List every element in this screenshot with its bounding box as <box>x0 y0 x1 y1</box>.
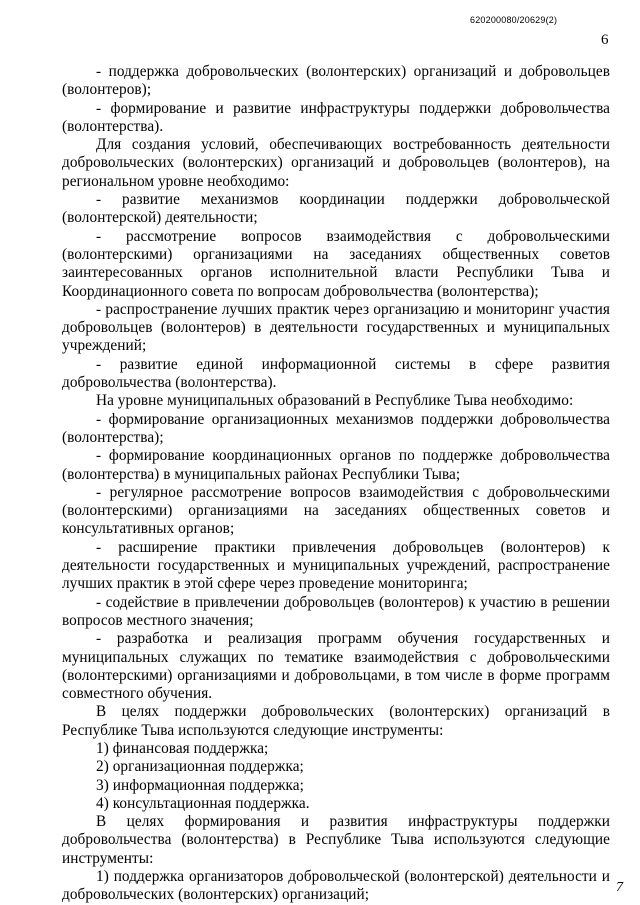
list-item: 4) консультационная поддержка. <box>96 794 310 812</box>
paragraph: - поддержка добровольческих (волонтерских) организаций и добровольцев (волонтеров); <box>62 63 610 99</box>
paragraph: - развитие механизмов координации поддержки добровольческой (волонтерской) деятельности; <box>62 191 610 227</box>
document-code: 620200080/20629(2) <box>470 15 558 25</box>
list-item: 3) информационная поддержка; <box>96 776 304 794</box>
paragraph: - распространение лучших практик через организацию и мониторинг участия добровольцев (волонтеров) в деятельности государственных и муниципальных учреждений; <box>62 300 610 355</box>
paragraph: - содействие в привлечении добровольцев (волонтеров) к участию в решении вопросов местного значения; <box>62 593 610 629</box>
list-item: 1) поддержка организаторов добровольческой (волонтерской) деятельности и добровольческих (волонтерских) организаций; <box>62 868 610 904</box>
paragraph: - развитие единой информационной системы в сфере развития добровольчества (волонтерства). <box>62 355 610 392</box>
page-number: 6 <box>601 32 609 48</box>
list-item: 1) финансовая поддержка; <box>96 739 269 757</box>
paragraph: В целях поддержки добровольческих (волонтерских) организаций в Республике Тыва используются следующие инструменты: <box>62 703 610 739</box>
paragraph: Для создания условий, обеспечивающих востребованность деятельности добровольческих (волонтерских) организаций и добровольцев (волонтеров), на региональном уровне необходимо: <box>62 136 610 190</box>
paragraph: - расширение практики привлечения добровольцев (волонтеров) к деятельности государственных и муниципальных учреждений, распространение лучших практик в этой сфере через проведение мониторинга; <box>62 538 610 593</box>
paragraph: - формирование организационных механизмов поддержки добровольчества (волонтерства); <box>62 410 610 446</box>
paragraph: - разработка и реализация программ обучения государственных и муниципальных служащих по тематике взаимодействия с добровольческими (волонтерскими) организациями и добровольцами, в том числе в форме программ совместного обучения. <box>62 630 610 703</box>
handwritten-page-mark: 7 <box>616 880 623 895</box>
paragraph: На уровне муниципальных образований в Республике Тыва необходимо: <box>96 392 574 410</box>
paragraph: В целях формирования и развития инфраструктуры поддержки добровольчества (волонтерства) в Республике Тыва используются следующие инструменты: <box>62 813 610 867</box>
paragraph: - регулярное рассмотрение вопросов взаимодействия с добровольческими (волонтерскими) организациями на заседаниях общественных советов и консультативных органов; <box>62 483 610 538</box>
paragraph: - формирование и развитие инфраструктуры поддержки добровольчества (волонтерства). <box>62 99 610 135</box>
paragraph: - рассмотрение вопросов взаимодействия с добровольческими (волонтерскими) организациями на заседаниях общественных советов заинтересованных органов исполнительной власти Республики Тыва и Координационного совета по вопросам добровольчества (волонтерства); <box>62 227 610 300</box>
document-body <box>62 63 610 905</box>
paragraph: - формирование координационных органов по поддержке добровольчества (волонтерства) в муниципальных районах Республики Тыва; <box>62 447 610 483</box>
list-item: 2) организационная поддержка; <box>96 758 304 776</box>
